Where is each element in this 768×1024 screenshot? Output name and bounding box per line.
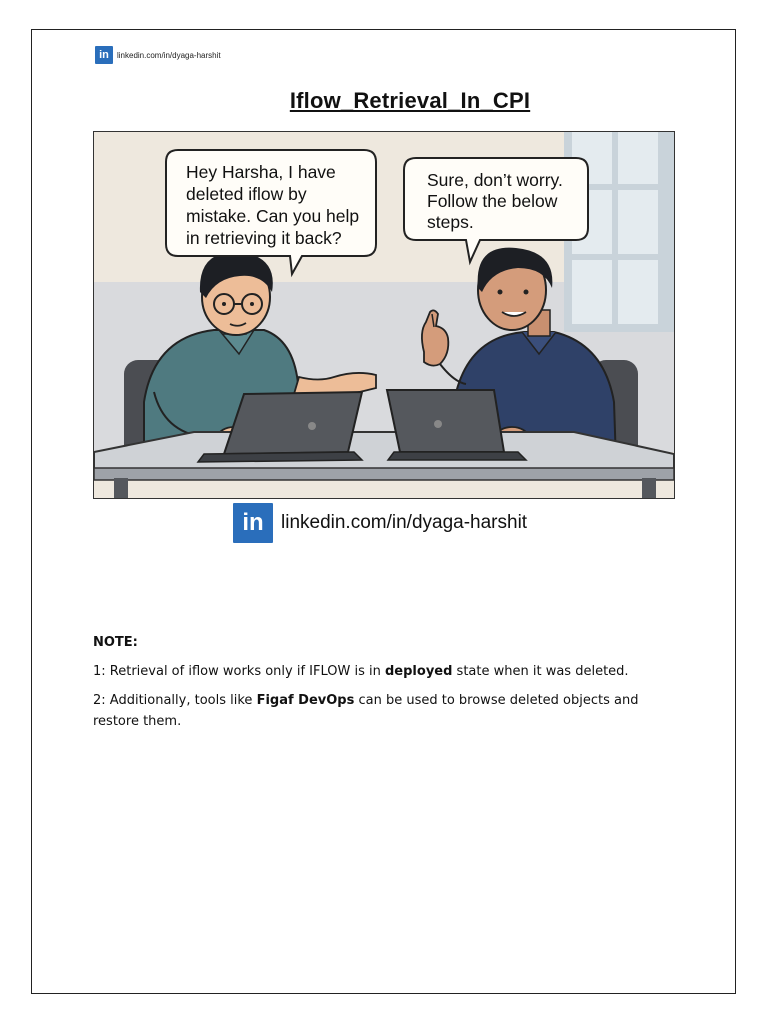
speech-bubble-left: [166, 150, 376, 274]
page-title: Iflow_Retrieval_In_CPI: [289, 88, 531, 113]
note-item-1: [93, 661, 653, 682]
bubble-left-line-3: mistake. Can you help: [186, 206, 360, 226]
footer-profile-url[interactable]: linkedin.com/in/dyaga-harshit: [281, 512, 528, 533]
linkedin-icon: in: [95, 46, 113, 64]
linkedin-icon: in: [233, 503, 273, 543]
note-1-text-end: state when it was deleted.: [452, 664, 629, 679]
bubble-left-line-1: Hey Harsha, I have: [186, 162, 336, 182]
comic-illustration: [93, 131, 675, 499]
note-1-text: 1: Retrieval of iflow works only if IFLOW is in: [93, 664, 385, 679]
note-2-text: 2: Additionally, tools like: [93, 693, 257, 708]
header-profile-url[interactable]: linkedin.com/in/dyaga-harshit: [117, 50, 221, 60]
bubble-right-line-1: Sure, don’t worry.: [427, 170, 563, 190]
note-1-emphasis: deployed: [385, 664, 453, 679]
bubble-right-line-2: Follow the below: [427, 191, 558, 211]
bubble-right-line-3: steps.: [427, 212, 474, 232]
note-2-emphasis: Figaf DevOps: [256, 693, 355, 708]
note-2-text-end: can be used to browse deleted objects and restore them.: [93, 693, 639, 729]
header-linkedin-badge[interactable]: [95, 46, 221, 64]
notes-heading: NOTE:: [93, 635, 138, 650]
notes-section: [93, 632, 653, 740]
footer-linkedin-badge[interactable]: [233, 503, 527, 543]
bubble-left-line-2: deleted iflow by: [186, 184, 307, 204]
note-item-2: [93, 690, 653, 732]
bubble-left-line-4: in retrieving it back?: [186, 228, 342, 248]
